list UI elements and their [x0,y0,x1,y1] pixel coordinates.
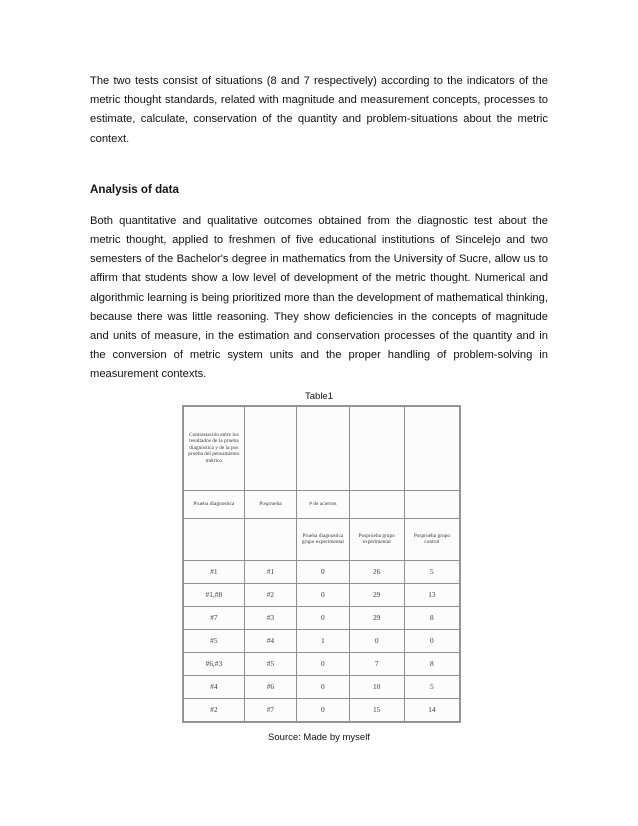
header-cell: Prueba diagnostica [184,490,245,518]
table-cell: 8 [404,606,459,629]
table-cell: #2 [184,698,245,721]
table-cell: 13 [404,583,459,606]
table-title-cell: Contrastación entre los resultados de la prueba diagnóstica y de la pos prueba del pensamiento métrico [184,406,245,490]
table-cell: #7 [244,698,296,721]
table-cell: 0 [349,629,404,652]
table-cell: 8 [404,652,459,675]
table-cell: #5 [184,629,245,652]
table-cell: 29 [349,583,404,606]
table-cell: 0 [404,629,459,652]
results-table [183,406,460,722]
table-cell: 7 [349,652,404,675]
table-row [184,675,460,698]
header-cell: # de aciertos [297,490,349,518]
table-empty-cell [404,490,459,518]
table-cell: #1 [184,560,245,583]
subheader-cell: Posprueba grupo experimental [349,518,404,560]
analysis-paragraph: Both quantitative and qualitative outcomes obtained from the diagnostic test about the metric thought, applied to freshmen of five educational institutions of Sincelejo and two semesters of the Bachelor's degree in mathematics from the University of Sucre, allow us to affirm that students show a low level of development of the metric thought. Numerical and algorithmic learning is being prioritized more than the development of mathematical thinking, because there was little reasoning. They show deficiencies in the concepts of magnitude and units of measure, in the estimation and conservation processes of the quantity and in the conversion of metric system units and the proper handling of problem-solving in measurement contexts. [90,214,548,381]
intro-paragraph: The two tests consist of situations (8 and 7 respectively) according to the indicators of the metric thought standards, related with magnitude and measurement concepts, processes to estimate, calculate, conservation of the quantity and problem-situations about the metric context. [90,75,548,145]
header-cell: Posprueba [244,490,296,518]
table-row [184,629,460,652]
table-cell: #2 [244,583,296,606]
table-cell: 14 [404,698,459,721]
table-cell: #4 [184,675,245,698]
table-cell: #1,#8 [184,583,245,606]
table-empty-cell [297,406,349,490]
table-cell: 0 [297,675,349,698]
table-cell: #6,#3 [184,652,245,675]
table-caption: Table1 [305,390,333,402]
table-empty-cell [404,406,459,490]
table-cell: 0 [297,698,349,721]
table-empty-cell [184,518,245,560]
table-image [182,405,461,723]
table-cell: 0 [297,560,349,583]
section-heading: Analysis of data [90,182,179,196]
table-empty-cell [349,406,404,490]
table-row [184,652,460,675]
document-page [90,72,548,743]
table-cell: #5 [244,652,296,675]
subheader-cell: Posprueba grupo control [404,518,459,560]
table-row [184,698,460,721]
table-empty-cell [349,490,404,518]
table-cell: 0 [297,583,349,606]
table-cell: #4 [244,629,296,652]
table-cell: 26 [349,560,404,583]
table-cell: 29 [349,606,404,629]
table-source: Source: Made by myself [268,731,370,743]
table-cell: 15 [349,698,404,721]
table-row [184,606,460,629]
table-empty-cell [244,518,296,560]
table-cell: #6 [244,675,296,698]
subheader-cell: Prueba diagnostica grupo experimental [297,518,349,560]
table-cell: 0 [297,606,349,629]
table-cell: 1 [297,629,349,652]
table-cell: #1 [244,560,296,583]
table-cell: 10 [349,675,404,698]
table-cell: 5 [404,560,459,583]
table-cell: 0 [297,652,349,675]
table-row [184,560,460,583]
table-cell: 5 [404,675,459,698]
table-row [184,583,460,606]
table-cell: #3 [244,606,296,629]
table-cell: #7 [184,606,245,629]
table-empty-cell [244,406,296,490]
